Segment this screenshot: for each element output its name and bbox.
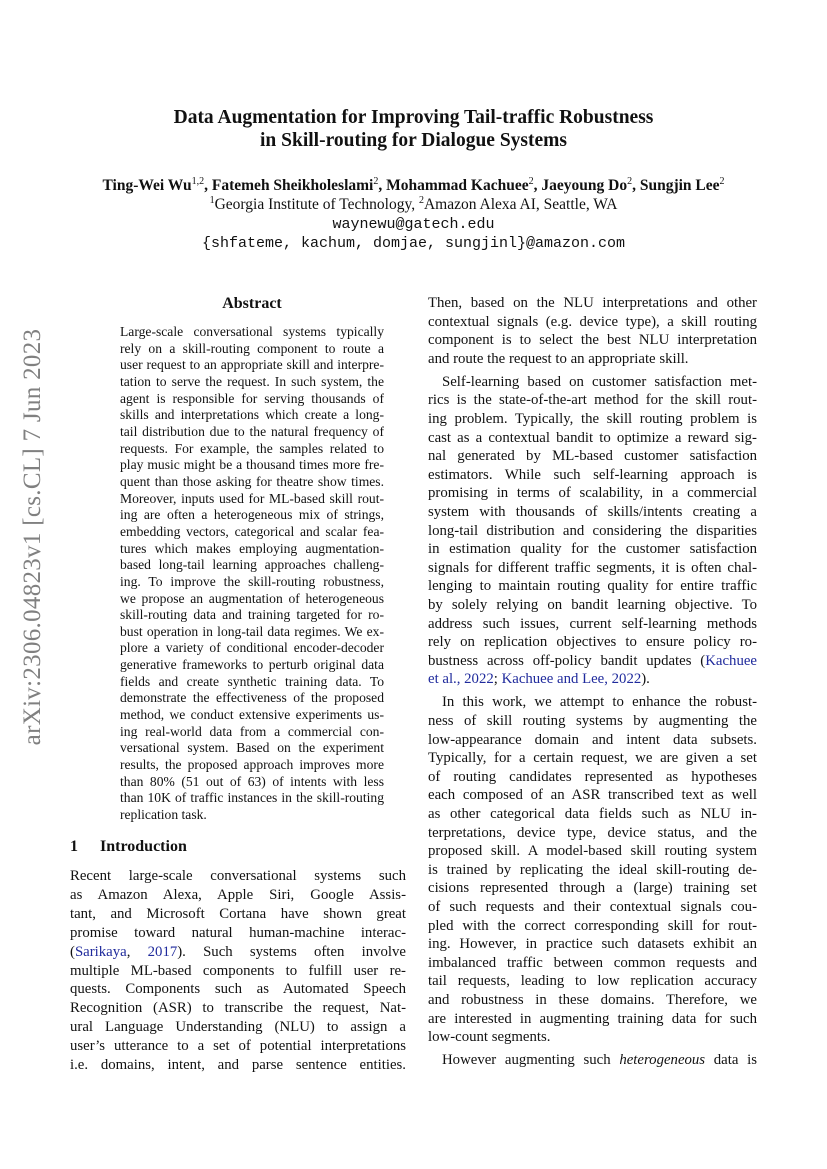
- text-line: are interested in augmenting training data for such: [428, 1010, 757, 1027]
- paragraph: [428, 294, 757, 368]
- text-line: tail requests, leading to low replication accuracy: [428, 973, 757, 990]
- paper-title-line-1: Data Augmentation for Improving Tail-traffic Robustness: [173, 107, 654, 128]
- text-line: quests. Components such as Automated Speech: [70, 981, 406, 998]
- text-line: than 10K of traffic instances in the skill-routing: [120, 790, 384, 806]
- text-line: and route the request to an appropriate skill.: [428, 350, 689, 367]
- text-line: Moreover, inputs used for ML-based skill rout-: [120, 490, 384, 506]
- text-line: rely on a skill-routing component to route a: [120, 340, 384, 356]
- paragraph: [428, 693, 757, 1046]
- text-line: play music might be a thousand times more fre-: [120, 457, 384, 473]
- text-line: requests. For example, the samples related to: [120, 440, 384, 456]
- text-line: user’s utterance to a set of potential interpretations: [70, 1038, 406, 1055]
- text-span: bustness across off-policy bandit updates (: [428, 652, 706, 669]
- text-line: low-appearance domain and intent data subsets.: [428, 731, 757, 748]
- author-affiliation-mark: 1,2: [191, 176, 205, 187]
- text-line: of such requests and their contextual signals cou-: [428, 899, 757, 915]
- abstract-heading: Abstract: [222, 295, 282, 312]
- text-line: Typically, for a certain request, we are given a set: [428, 750, 757, 767]
- text-line: replication task.: [120, 807, 207, 823]
- arxiv-stamp: arXiv:2306.04823v1 [cs.CL] 7 Jun 2023: [19, 328, 46, 746]
- affiliation-mark: 1: [209, 195, 215, 206]
- text-line: Recognition (ASR) to transcribe the request, Nat-: [70, 1000, 406, 1017]
- text-span: ).: [641, 671, 650, 688]
- affiliation-name: Amazon Alexa AI, Seattle, WA: [423, 196, 618, 214]
- author-affiliation-mark: 2: [627, 176, 633, 187]
- author-list: [0, 176, 827, 195]
- text-line: user request to an appropriate skill and interpre-: [120, 357, 384, 373]
- citation-link[interactable]: Sarikaya: [74, 943, 127, 960]
- author-name: Fatemeh Sheikholeslami: [211, 177, 374, 195]
- citation-link[interactable]: 2017: [147, 943, 178, 960]
- text-line: system with thousands of skills/intents creating a: [428, 504, 757, 521]
- text-line: tail distribution due to the natural frequency of: [120, 423, 384, 439]
- affiliation-mark: 2: [418, 195, 424, 206]
- text-line: cisions represented through a (large) training set: [428, 880, 757, 897]
- text-line: we propose an augmentation of heterogeneous: [120, 590, 384, 606]
- text-line: lenging to maintain routing quality for entire traffic: [428, 578, 757, 595]
- text-line: as other categorical data fields such as NLU in-: [428, 806, 757, 823]
- text-line: ing. However, in practice such datasets exhibit an: [428, 936, 757, 953]
- text-span: (: [70, 943, 75, 960]
- text-line: nal generated by ML-based customer satisfaction: [428, 448, 757, 465]
- text-line: imbalanced traffic between common requests and: [428, 954, 757, 971]
- author-separator: ,: [533, 177, 542, 195]
- text-line: versational system. Based on the experiment: [120, 740, 384, 756]
- text-line: multiple ML-based components to fulfill user re-: [70, 962, 406, 979]
- paragraph: [120, 324, 384, 824]
- affiliations: [0, 195, 827, 214]
- text-line: as Amazon Alexa, Apple Siri, Google Assis-: [70, 886, 406, 903]
- text-line: [428, 670, 757, 689]
- citation-link[interactable]: Kachuee: [705, 652, 757, 669]
- text-line: promising in terms of scalability, in a commercial: [428, 485, 757, 502]
- text-span: data is: [705, 1052, 757, 1069]
- text-line: Self-learning based on customer satisfaction met-: [442, 373, 757, 390]
- text-line: results, the proposed approach improves more: [120, 757, 384, 773]
- text-line: than 80% (51 out of 63) of intents with less: [120, 773, 384, 789]
- text-line: estimators. While such self-learning approach is: [428, 466, 757, 483]
- text-line: ing problem. Typically, the skill routing problem is: [428, 411, 757, 428]
- text-line: and robustness in these domains. Therefore, we: [428, 991, 757, 1008]
- introduction-body: [70, 867, 406, 1079]
- text-line: generative frameworks to perturb original data: [120, 657, 384, 673]
- author-name: Ting-Wei Wu: [102, 177, 192, 195]
- text-line: ing. To improve the skill-routing robustness,: [120, 573, 384, 589]
- author-separator: ,: [378, 177, 387, 195]
- text-line: tation to serve the request. In such system, the: [120, 373, 384, 389]
- author-separator: ,: [632, 177, 640, 195]
- author-affiliation-mark: 2: [528, 176, 534, 187]
- text-line: fields and create synthetic training data. To: [120, 673, 384, 689]
- text-line: contextual signals (e.g. device type), a skill routing: [428, 313, 757, 330]
- text-line: [70, 943, 406, 962]
- text-line: rely on replication objectives to ensure policy ro-: [428, 634, 757, 651]
- text-line: [428, 1051, 757, 1070]
- text-line: tures which makes employing augmentation-: [120, 540, 384, 556]
- text-line: bust operation in long-tail data regimes. We ex-: [120, 623, 384, 639]
- text-line: signals for different traffic segments, it is often chal-: [428, 559, 757, 576]
- text-line: is trained by replicating the ideal skill-routing de-: [428, 861, 757, 878]
- text-line: address such issues, current self-learning methods: [428, 615, 757, 632]
- text-line: [428, 652, 757, 671]
- author-name: Jaeyoung Do: [541, 177, 628, 195]
- text-line: in estimation quality for the customer satisfaction: [428, 541, 757, 558]
- text-line: tant, and Microsoft Cortana have shown great: [70, 905, 406, 922]
- text-span: ,: [126, 943, 148, 960]
- text-line: method, we conduct extensive experiments us-: [120, 707, 384, 723]
- text-line: skills and interpretations which create a long-: [120, 407, 384, 423]
- paragraph: [428, 373, 757, 689]
- author-affiliation-mark: 2: [373, 176, 379, 187]
- email-line-2: {shfateme, kachum, domjae, sungjinl}@amazon.com: [201, 235, 626, 252]
- text-line: pled with the correct corresponding skill for rout-: [428, 917, 757, 934]
- text-line: ing are often a heterogeneous mix of strings,: [120, 507, 384, 523]
- text-line: demonstrate the effectiveness of the proposed: [120, 690, 384, 706]
- email-line-1: waynewu@gatech.edu: [332, 216, 495, 233]
- author-affiliation-mark: 2: [719, 176, 725, 187]
- text-span: ). Such systems often involve: [177, 943, 406, 960]
- author-separator: ,: [204, 177, 212, 195]
- text-line: plore a variety of conditional encoder-decoder: [120, 640, 384, 656]
- text-line: proposed skill. A model-based skill routing system: [428, 843, 757, 860]
- text-line: In this work, we attempt to enhance the robust-: [442, 694, 757, 711]
- text-line: promise toward natural human-machine interac-: [70, 924, 406, 941]
- text-line: based long-tail learning approaches challeng-: [120, 557, 384, 573]
- text-line: ural Language Understanding (NLU) to assign a: [70, 1019, 406, 1036]
- text-line: agent is responsible for serving thousands of: [120, 390, 384, 406]
- text-line: component is to select the best NLU interpretation: [428, 332, 757, 349]
- abstract-body: [120, 324, 384, 828]
- paragraph: [428, 1051, 757, 1070]
- section-title: Introduction: [100, 838, 187, 855]
- author-name: Mohammad Kachuee: [386, 177, 529, 195]
- paragraph: [70, 867, 406, 1075]
- text-line: Then, based on the NLU interpretations and other: [428, 295, 757, 311]
- text-line: Large-scale conversational systems typically: [120, 324, 384, 339]
- right-column-body: [428, 294, 757, 1074]
- text-line: ing real-world data from a commercial con-: [120, 723, 384, 739]
- text-line: terpretations, device type, device status, and the: [428, 824, 757, 841]
- section-number: 1: [70, 838, 78, 855]
- text-line: quent than those asking for theatre show times.: [120, 473, 384, 489]
- text-line: embedding vectors, categorical and scalar fea-: [120, 523, 384, 539]
- text-line: by solely relying on bandit learning objective. To: [428, 597, 757, 613]
- text-line: skill-routing data and training targeted for ro-: [120, 607, 384, 623]
- affiliation-name: Georgia Institute of Technology,: [214, 196, 419, 214]
- text-span: However augmenting such: [442, 1052, 620, 1069]
- citation-link[interactable]: et al., 2022: [428, 671, 494, 688]
- text-line: long-tail distribution and considering the disparities: [428, 522, 757, 539]
- text-line: cast as a contextual bandit to optimize a reward sig-: [428, 429, 757, 446]
- text-line: low-count segments.: [428, 1029, 551, 1046]
- emphasis-text: heterogeneous: [619, 1052, 706, 1069]
- paper-title-line-2: in Skill-routing for Dialogue Systems: [260, 130, 567, 151]
- text-span: ;: [493, 671, 502, 688]
- author-name: Sungjin Lee: [639, 177, 720, 195]
- text-line: of routing candidates represented as hypotheses: [428, 768, 757, 785]
- section-heading-introduction: [70, 838, 209, 856]
- citation-link[interactable]: Kachuee and Lee, 2022: [501, 671, 642, 688]
- text-line: ness of skill routing systems by augmenting the: [428, 713, 757, 730]
- text-line: i.e. domains, intent, and parse sentence entities.: [70, 1057, 406, 1074]
- text-line: Recent large-scale conversational systems such: [70, 868, 406, 884]
- text-line: rics is the state-of-the-art method for the skill rout-: [428, 392, 757, 409]
- text-line: each composed of an ASR transcribed text as well: [428, 787, 757, 804]
